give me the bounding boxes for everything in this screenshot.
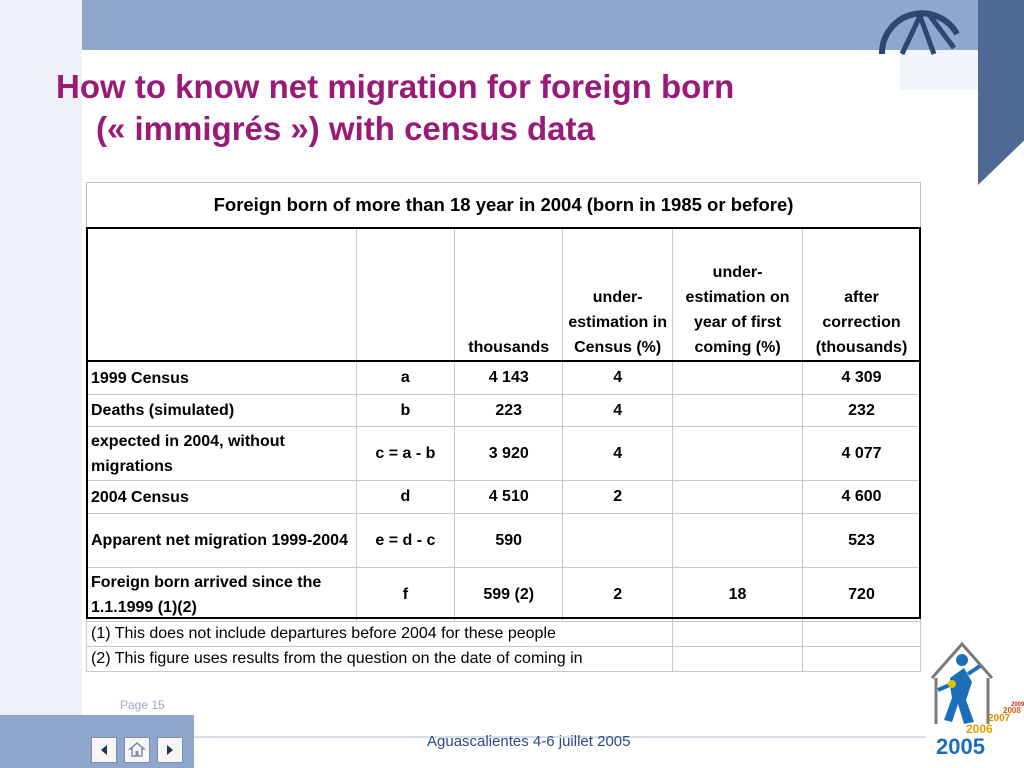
previous-slide-button[interactable] bbox=[91, 737, 117, 763]
table-cell: 4 bbox=[563, 362, 673, 395]
table-cell: a bbox=[356, 362, 455, 395]
table-note-empty bbox=[673, 647, 803, 672]
table-note-empty bbox=[803, 647, 921, 672]
table-row bbox=[87, 427, 921, 481]
home-button[interactable] bbox=[124, 737, 150, 763]
slide-title bbox=[56, 66, 916, 150]
table-caption: Foreign born of more than 18 year in 2004 (born in 1985 or before) bbox=[87, 183, 921, 228]
footer-text: Aguascalientes 4-6 juillet 2005 bbox=[427, 733, 631, 750]
table-note-empty bbox=[803, 622, 921, 647]
logo-year: 2009 bbox=[1011, 702, 1024, 708]
migration-table bbox=[86, 182, 921, 672]
home-icon bbox=[128, 741, 146, 759]
table-row bbox=[87, 568, 921, 622]
table-note-empty bbox=[673, 622, 803, 647]
header-cell: under-estimation in Census (%) bbox=[563, 228, 673, 362]
table-note-row bbox=[87, 622, 921, 647]
table-cell: e = d - c bbox=[356, 514, 455, 568]
table-row bbox=[87, 362, 921, 395]
table-cell: 18 bbox=[673, 568, 803, 622]
table-cell: 3 920 bbox=[455, 427, 563, 481]
table-cell: 720 bbox=[803, 568, 921, 622]
table-cell bbox=[673, 481, 803, 514]
table-cell: 523 bbox=[803, 514, 921, 568]
table-cell: 4 077 bbox=[803, 427, 921, 481]
table-cell: c = a - b bbox=[356, 427, 455, 481]
table-cell: 4 600 bbox=[803, 481, 921, 514]
row-label: 2004 Census bbox=[87, 481, 357, 514]
header-cell: after correction (thousands) bbox=[803, 228, 921, 362]
table-cell: f bbox=[356, 568, 455, 622]
table-cell: 4 143 bbox=[455, 362, 563, 395]
table-cell bbox=[673, 362, 803, 395]
table-cell: 2 bbox=[563, 568, 673, 622]
table-cell: 4 309 bbox=[803, 362, 921, 395]
arrow-left-icon bbox=[97, 743, 111, 757]
table-cell: 4 510 bbox=[455, 481, 563, 514]
table-row bbox=[87, 514, 921, 568]
row-label: Apparent net migration 1999-2004 bbox=[87, 514, 357, 568]
table-note: (2) This figure uses results from the question on the date of coming in bbox=[87, 647, 673, 672]
logo-year: 2006 bbox=[966, 722, 993, 736]
arrow-right-icon bbox=[163, 743, 177, 757]
institute-logo-icon bbox=[872, 4, 967, 62]
header-cell bbox=[87, 228, 357, 362]
table-cell: 4 bbox=[563, 427, 673, 481]
row-label: Foreign born arrived since the 1.1.1999 (1)(2) bbox=[87, 568, 357, 622]
table-header-divider bbox=[86, 360, 921, 362]
table-cell bbox=[563, 514, 673, 568]
row-label: Deaths (simulated) bbox=[87, 395, 357, 427]
right-dark-band bbox=[978, 0, 1024, 185]
table-cell: 590 bbox=[455, 514, 563, 568]
table-cell: d bbox=[356, 481, 455, 514]
table-cell: 599 (2) bbox=[455, 568, 563, 622]
table-cell: 232 bbox=[803, 395, 921, 427]
page-number: Page 15 bbox=[120, 698, 165, 712]
table-cell: b bbox=[356, 395, 455, 427]
top-header-band bbox=[82, 0, 978, 50]
next-slide-button[interactable] bbox=[157, 737, 183, 763]
table-cell: 4 bbox=[563, 395, 673, 427]
header-cell: thousands bbox=[455, 228, 563, 362]
table-cell bbox=[673, 427, 803, 481]
table-row bbox=[87, 481, 921, 514]
logo-year-main: 2005 bbox=[936, 734, 985, 759]
table-cell bbox=[673, 514, 803, 568]
header-cell: under-estimation on year of first coming (%) bbox=[673, 228, 803, 362]
table-cell: 2 bbox=[563, 481, 673, 514]
logo-year: 2007 bbox=[988, 713, 1011, 724]
table-cell bbox=[673, 395, 803, 427]
row-label: 1999 Census bbox=[87, 362, 357, 395]
table-header-row bbox=[87, 228, 921, 362]
row-label: expected in 2004, without migrations bbox=[87, 427, 357, 481]
table-cell: 223 bbox=[455, 395, 563, 427]
logo-year: 2008 bbox=[1003, 706, 1021, 715]
table-note: (1) This does not include departures before 2004 for these people bbox=[87, 622, 673, 647]
table-row bbox=[87, 395, 921, 427]
header-cell bbox=[356, 228, 455, 362]
table-note-row bbox=[87, 647, 921, 672]
slide-title-line1: How to know net migration for foreign born bbox=[56, 68, 735, 105]
slide-title-line2: (« immigrés ») with census data bbox=[96, 110, 595, 147]
